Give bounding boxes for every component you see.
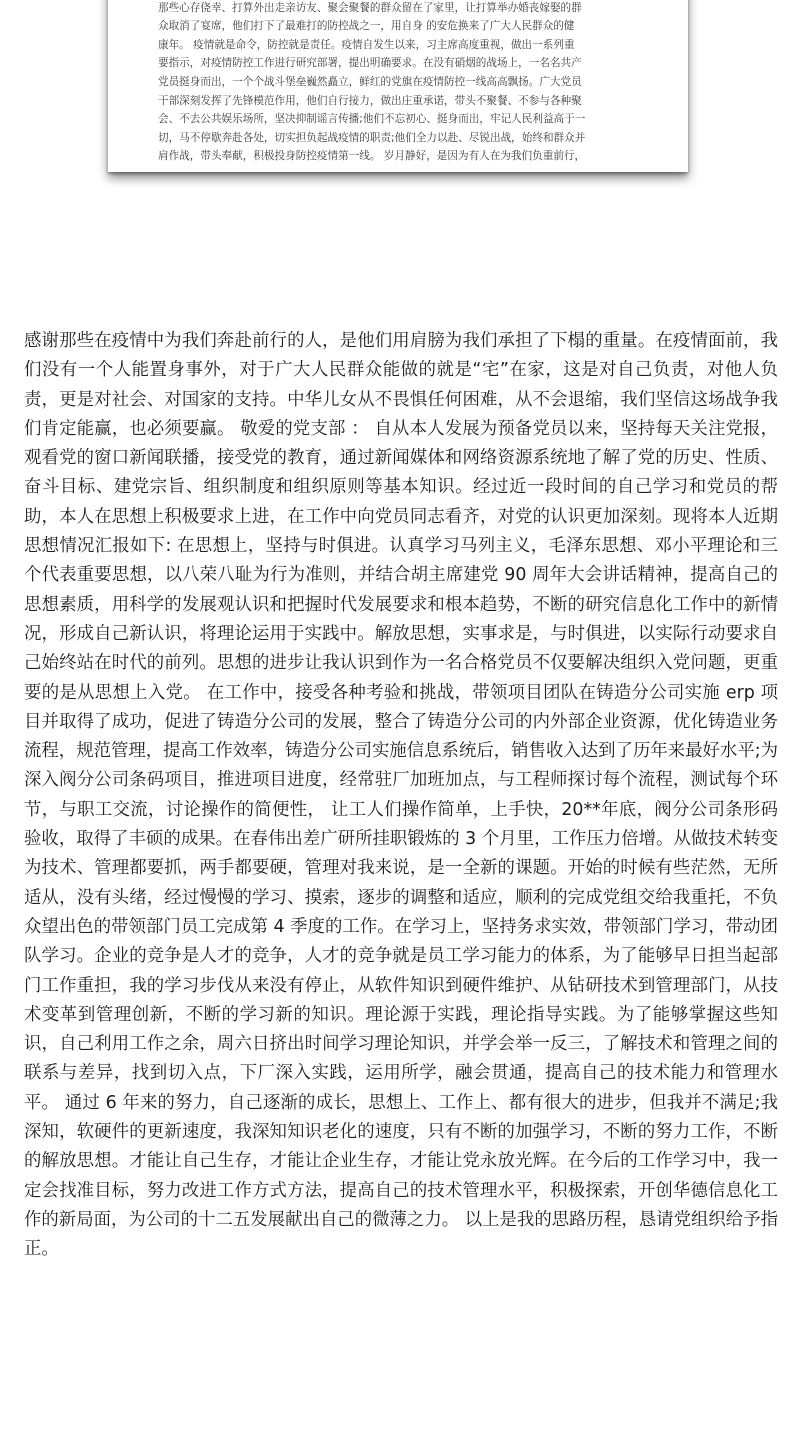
preview-line: 康年。 疫情就是命令，防控就是责任。疫情自发生以来，习主席高度重视，做出一系列重: [158, 38, 575, 51]
preview-line: 党员挺身而出，一个个战斗堡垒巍然矗立，鲜红的党旗在疫情防控一线高高飘扬。广大党员: [158, 75, 582, 88]
preview-line: 干部深刻发挥了先锋模范作用，他们自行接力，做出庄重承诺，带头不聚餐、不参与各种聚: [158, 94, 582, 107]
preview-line: 肩作战，带头奉献，积极投身防控疫情第一线。 岁月静好，是因为有人在为我们负重前行，: [158, 150, 586, 163]
body-paragraph: 感谢那些在疫情中为我们奔赴前行的人，是他们用肩膀为我们承担了下榻的重量。在疫情面前，我们没有一个人能置身事外，对于广大人民群众能做的就是“宅”在家，这是对自己负责，对他人负责，更是对社会、对国家的支持。中华儿女从不畏惧任何困难，从不会退缩，我们坚信这场战争我们肯定能赢，也必须要赢。 敬爱的党支部 ： 自从本人发展为预备党员以来，坚持每天关注党报，观看党的窗口新闻联播，接受党的教育，通过新闻媒体和网络资源系统地了解了党的历史、性质、奋斗目标、建党宗旨、组织制度和组织原则等基本知识。经过近一段时间的自己学习和党员的帮助，本人在思想上积极要求上进，在工作中向党员同志看齐，对党的认识更加深刻。现将本人近期思想情况汇报如下: 在思想上，坚持与时俱进。认真学习马列主义，毛泽东思想、邓小平理论和三个代表重要思想，以八荣八耻为行为准则，并结合胡主席建党 90 周年大会讲话精神，提高自己的思想素质，用科学的发展观认识和把握时代发展要求和根本趋势，不断的研究信息化工作中的新情况，形成自己新认识，将理论运用于实践中。解放思想，实事求是，与时俱进，以实际行动要求自己始终站在时代的前列。思想的进步让我认识到作为一名合格党员不仅要解决组织入党问题，更重要的是从思想上入党。 在工作中，接受各种考验和挑战，带领项目团队在铸造分公司实施 erp 项目并取得了成功，促进了铸造分公司的发展，整合了铸造分公司的内外部企业资源，优化铸造业务流程，规范管理，提高工作效率，铸造分公司实施信息系统后，销售收入达到了历年来最好水平;为深入阀分公司条码项目，推进项目进度，经常驻厂加班加点，与工程师探讨每个流程，测试每个环节，与职工交流，讨论操作的简便性， 让工人们操作简单，上手快，20**年底，阀分公司条形码验收，取得了丰硕的成果。在春伟出差广研所挂职锻炼的 3 个月里，工作压力倍增。从做技术转变为技术、管理都要抓，两手都要硬，管理对我来说，是一全新的课题。开始的时候有些茫然，无所适从，没有头绪，经过慢慢的学习、摸索，逐步的调整和适应，顺利的完成党组交给我重托，不负众望出色的带领部门员工完成第 4 季度的工作。在学习上，坚持务求实效，带领部门学习，带动团队学习。企业的竞争是人才的竞争，人才的竞争就是员工学习能力的体系，为了能够早日担当起部门工作重担，我的学习步伐从来没有停止，从软件知识到硬件维护、从钻研技术到管理部门，从技术变革到管理创新，不断的学习新的知识。理论源于实践，理论指导实践。为了能够掌握这些知识，自己利用工作之余，周六日挤出时间学习理论知识，并学会举一反三，了解技术和管理之间的联系与差异，找到切入点，下厂深入实践，运用所学，融会贯通，提高自己的技术能力和管理水平。 通过 6 年来的努力，自己逐渐的成长，思想上、工作上、都有很大的进步，但我并不满足;我深知，软硬件的更新速度，我深知知识老化的速度，只有不断的加强学习，不断的努力工作，不断的解放思想。才能让自己生存，才能让企业生存，才能让党永放光辉。在今后的工作学习中，我一定会找准目标，努力改进工作方式方法，提高自己的技术管理水平，积极探索，开创华德信息化工作的新局面，为公司的十二五发展献出自己的微薄之力。 以上是我的思路历程，恳请党组织给予指正。: [24, 331, 778, 1260]
preview-line: 会、不去公共娱乐场所，坚决抑制谣言传播;他们不忘初心、挺身而出，牢记人民利益高于一: [158, 113, 586, 126]
document-preview-card: [114, 0, 682, 170]
document-preview-text: [114, 0, 682, 166]
preview-line: 众取消了宴席，他们打下了最难打的防控战之一，用自身 的安危换来了广大人民群众的健: [158, 20, 575, 33]
preview-line: 要指示，对疫情防控工作进行研究部署，提出明确要求。在没有硝烟的战场上，一名名共产: [158, 57, 582, 70]
preview-line: 那些心存侥幸、打算外出走亲访友、聚会聚餐的群众留在了家里，让打算举办婚丧嫁娶的群: [158, 1, 582, 14]
preview-line: 切，马不停歇奔赴各处，切实担负起战疫情的职责;他们全力以赴、尽锐出战，始终和群众并: [158, 131, 586, 144]
